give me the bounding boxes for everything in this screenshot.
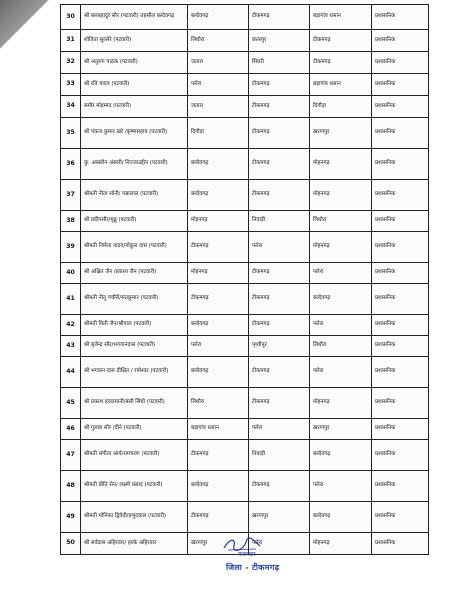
serial-number-cell: 33 xyxy=(61,74,81,96)
current-location-cell: लिधौरा xyxy=(188,388,249,419)
transfer-location-cell: पलेरा xyxy=(310,315,372,336)
current-location-cell: जतारा xyxy=(188,96,249,118)
serial-number-cell: 39 xyxy=(61,232,81,263)
transfer-type-cell: प्रशासनिक xyxy=(372,263,429,284)
serial-number-cell: 41 xyxy=(61,284,81,315)
transfer-type-cell: प्रशासनिक xyxy=(372,388,429,419)
employee-name-cell: श्रीमती नीता सोनी/ पन्नालाल (पटवारी) xyxy=(81,180,188,211)
employee-name-cell: श्री बलबहादुर सौर (पटवारी) तहसील बल्देवगढ़ xyxy=(81,5,188,30)
district-cell: टीकमगढ़ xyxy=(249,315,310,336)
transfer-type-cell: प्रशासनिक xyxy=(372,211,429,232)
table-row xyxy=(61,315,429,336)
district-cell: टीकमगढ़ xyxy=(249,471,310,502)
serial-number-cell: 30 xyxy=(61,5,81,30)
serial-number-cell: 38 xyxy=(61,211,81,232)
table-row xyxy=(61,96,429,118)
transfer-location-cell: पलेरा xyxy=(310,471,372,502)
table-row xyxy=(61,30,429,52)
current-location-cell: खरगापुर xyxy=(188,533,249,555)
table-row xyxy=(61,419,429,440)
employee-name-cell: श्री रवि यादव (पटवारी) xyxy=(81,74,188,96)
employee-name-cell: श्री अक्षित जैन /प्रकाश जैन (पटवारी) xyxy=(81,263,188,284)
district-cell: टीकमगढ़ xyxy=(249,74,310,96)
serial-number-cell: 50 xyxy=(61,533,81,555)
current-location-cell: मोहनगढ़ xyxy=(188,263,249,284)
current-location-cell: पलेरा xyxy=(188,74,249,96)
district-cell: टीकमगढ़ xyxy=(249,118,310,149)
table-row xyxy=(61,471,429,502)
transfer-location-cell: मोहनगढ़ xyxy=(310,533,372,555)
table-row xyxy=(61,52,429,74)
table-row xyxy=(61,284,429,315)
current-location-cell: बल्देवगढ़ xyxy=(188,315,249,336)
transfer-location-cell: लिधौरा xyxy=(310,211,372,232)
transfer-type-cell: प्रशासनिक xyxy=(372,96,429,118)
employee-name-cell: श्री प्रकाश हरदासानी/बंसी सिंधी (पटवारी) xyxy=(81,388,188,419)
current-location-cell: टीकमगढ़ xyxy=(188,284,249,315)
transfer-location-cell: बल्देवगढ़ xyxy=(310,440,372,471)
table-row xyxy=(61,232,429,263)
serial-number-cell: 44 xyxy=(61,357,81,388)
transfer-location-cell: मोहनगढ़ xyxy=(310,180,372,211)
employee-name-cell: शोविता सुल्लेरे (पटवारी) xyxy=(81,30,188,52)
district-cell: पृथ्वीपुर xyxy=(249,336,310,357)
serial-number-cell: 43 xyxy=(61,336,81,357)
transfer-type-cell: प्रशासनिक xyxy=(372,284,429,315)
current-location-cell: बल्देवगढ़ xyxy=(188,471,249,502)
current-location-cell: बल्देवगढ़ xyxy=(188,357,249,388)
table-row xyxy=(61,5,429,30)
district-cell: निवाड़ी xyxy=(249,440,310,471)
seal-district: जिला - टीकमगढ़ xyxy=(226,562,280,572)
transfer-table xyxy=(60,4,429,555)
transfer-type-cell: प्रशासनिक xyxy=(372,533,429,555)
transfer-location-cell: मोहनगढ़ xyxy=(310,232,372,263)
employee-name-cell: श्री अनुराग पाठक (पटवारी) xyxy=(81,52,188,74)
transfer-type-cell: प्रशासनिक xyxy=(372,30,429,52)
transfer-location-cell: खरगापुर xyxy=(310,419,372,440)
transfer-type-cell: प्रशासनिक xyxy=(372,315,429,336)
district-cell: टीकमगढ़ xyxy=(249,284,310,315)
transfer-type-cell: प्रशासनिक xyxy=(372,471,429,502)
employee-name-cell: श्रीमती किरी जैन/श्रीपाल (पटवारी) xyxy=(81,315,188,336)
current-location-cell: टीकमगढ़ xyxy=(188,502,249,533)
district-cell: टीकमगढ़ xyxy=(249,357,310,388)
table-row xyxy=(61,502,429,533)
transfer-type-cell: प्रशासनिक xyxy=(372,336,429,357)
employee-name-cell: श्रीमती निर्मला यादव/गोकुल दास (पटवारी) xyxy=(81,232,188,263)
transfer-type-cell: प्रशासनिक xyxy=(372,74,429,96)
current-location-cell: पलेरा xyxy=(188,336,249,357)
transfer-type-cell: प्रशासनिक xyxy=(372,419,429,440)
transfer-location-cell: टीकमगढ़ xyxy=(310,52,372,74)
district-cell: टीकमगढ़ xyxy=(249,149,310,180)
serial-number-cell: 49 xyxy=(61,502,81,533)
transfer-type-cell: प्रशासनिक xyxy=(372,502,429,533)
district-cell: टीकमगढ़ xyxy=(249,5,310,30)
table-row xyxy=(61,211,429,232)
transfer-type-cell: प्रशासनिक xyxy=(372,5,429,30)
district-cell: पलेरा xyxy=(249,232,310,263)
district-cell: टीकमगढ़ xyxy=(249,180,310,211)
transfer-type-cell: प्रशासनिक xyxy=(372,180,429,211)
current-location-cell: दिगौड़ा xyxy=(188,118,249,149)
transfer-location-cell: पलेरा xyxy=(310,357,372,388)
collector-seal xyxy=(208,536,298,584)
current-location-cell: बल्देवगढ़ xyxy=(188,5,249,30)
district-cell: खरगापुर xyxy=(249,502,310,533)
table-row xyxy=(61,74,429,96)
employee-name-cell: कु. अब्बरीन अंसारी/ निज्जाउद्दीन (पटवारी) xyxy=(81,149,188,180)
table-row xyxy=(61,357,429,388)
employee-name-cell: समीर मोहम्मद (पटवारी) xyxy=(81,96,188,118)
transfer-location-cell: बड़ागांव धसान xyxy=(310,74,372,96)
table-row xyxy=(61,263,429,284)
serial-number-cell: 32 xyxy=(61,52,81,74)
district-cell: पलेरा xyxy=(249,419,310,440)
employee-name-cell: श्री पंकज कुमार खरे /कृष्णसहाय (पटवारी) xyxy=(81,118,188,149)
employee-name-cell: श्री सर्वदास अहिरवार/ हल्के अहिरवार xyxy=(81,533,188,555)
serial-number-cell: 34 xyxy=(61,96,81,118)
district-cell: टीकमगढ़ xyxy=(249,96,310,118)
serial-number-cell: 31 xyxy=(61,30,81,52)
employee-name-cell: श्रीमती नीतू पचौरी/संतकुमार (पटवारी) xyxy=(81,284,188,315)
serial-number-cell: 40 xyxy=(61,263,81,284)
serial-number-cell: 35 xyxy=(61,118,81,149)
employee-name-cell: श्री भगवान दास दीक्षित / रामेश्वर (पटवारी) xyxy=(81,357,188,388)
table-row xyxy=(61,336,429,357)
table-row xyxy=(61,440,429,471)
transfer-type-cell: प्रशासनिक xyxy=(372,440,429,471)
serial-number-cell: 45 xyxy=(61,388,81,419)
district-cell: सिंधरी xyxy=(249,52,310,74)
page-corner-shadow xyxy=(0,0,60,60)
transfer-type-cell: प्रशासनिक xyxy=(372,232,429,263)
transfer-type-cell: प्रशासनिक xyxy=(372,52,429,74)
employee-name-cell: श्री बृजेन्द्र सौर/भगवानदास (पटवारी) xyxy=(81,336,188,357)
table-row xyxy=(61,388,429,419)
serial-number-cell: 42 xyxy=(61,315,81,336)
transfer-type-cell: प्रशासनिक xyxy=(372,118,429,149)
current-location-cell: जतारा xyxy=(188,52,249,74)
current-location-cell: टीकमगढ़ xyxy=(188,440,249,471)
transfer-location-cell: खरगापुर xyxy=(310,118,372,149)
table-row xyxy=(61,180,429,211)
current-location-cell: बल्देवगढ़ xyxy=(188,149,249,180)
transfer-location-cell: पलेरा xyxy=(310,263,372,284)
serial-number-cell: 37 xyxy=(61,180,81,211)
serial-number-cell: 46 xyxy=(61,419,81,440)
transfer-location-cell: दिगौड़ा xyxy=(310,96,372,118)
district-cell: टीकमगढ़ xyxy=(249,388,310,419)
transfer-location-cell: मोहनगढ़ xyxy=(310,149,372,180)
seal-title: कलक्टर xyxy=(238,551,256,558)
employee-name-cell: श्री गुलाब सौर /दीने (पटवारी) xyxy=(81,419,188,440)
district-cell: पलेरा xyxy=(249,533,310,555)
table-row xyxy=(61,118,429,149)
transfer-location-cell: बड़ागांव धसान xyxy=(310,5,372,30)
transfer-type-cell: प्रशासनिक xyxy=(372,357,429,388)
transfer-location-cell: टीकमगढ़ xyxy=(310,30,372,52)
serial-number-cell: 47 xyxy=(61,440,81,471)
transfer-type-cell: प्रशासनिक xyxy=(372,149,429,180)
district-cell: छतरपुर xyxy=(249,30,310,52)
serial-number-cell: 36 xyxy=(61,149,81,180)
serial-number-cell: 48 xyxy=(61,471,81,502)
transfer-location-cell: बल्देवगढ़ xyxy=(310,284,372,315)
current-location-cell: बल्देवगढ़ xyxy=(188,180,249,211)
current-location-cell: लिधौरा xyxy=(188,30,249,52)
transfer-table-body xyxy=(61,5,429,555)
employee-name-cell: श्रीमती संगीता आर्य/रामचरण (पटवारी) xyxy=(81,440,188,471)
transfer-location-cell: लिधौरा xyxy=(310,336,372,357)
document-sheet xyxy=(60,4,429,555)
district-cell: निवाड़ी xyxy=(249,211,310,232)
employee-name-cell: श्रीमती प्रीति सेन/ लक्ष्मी प्रसाद (पटवारी) xyxy=(81,471,188,502)
current-location-cell: टीकमगढ़ xyxy=(188,232,249,263)
transfer-location-cell: बल्देवगढ़ xyxy=(310,502,372,533)
current-location-cell: मोहनगढ़ xyxy=(188,211,249,232)
employee-name-cell: श्री प्रदीपसौर/मुन्नु (पटवारी) xyxy=(81,211,188,232)
employee-name-cell: श्रीमती मोनिका द्विवेदी/प्रभुदयाल (पटवारी) xyxy=(81,502,188,533)
table-row xyxy=(61,149,429,180)
district-cell: टीकमगढ़ xyxy=(249,263,310,284)
current-location-cell: बड़ागांव धसान xyxy=(188,419,249,440)
transfer-location-cell: मोहनगढ़ xyxy=(310,388,372,419)
